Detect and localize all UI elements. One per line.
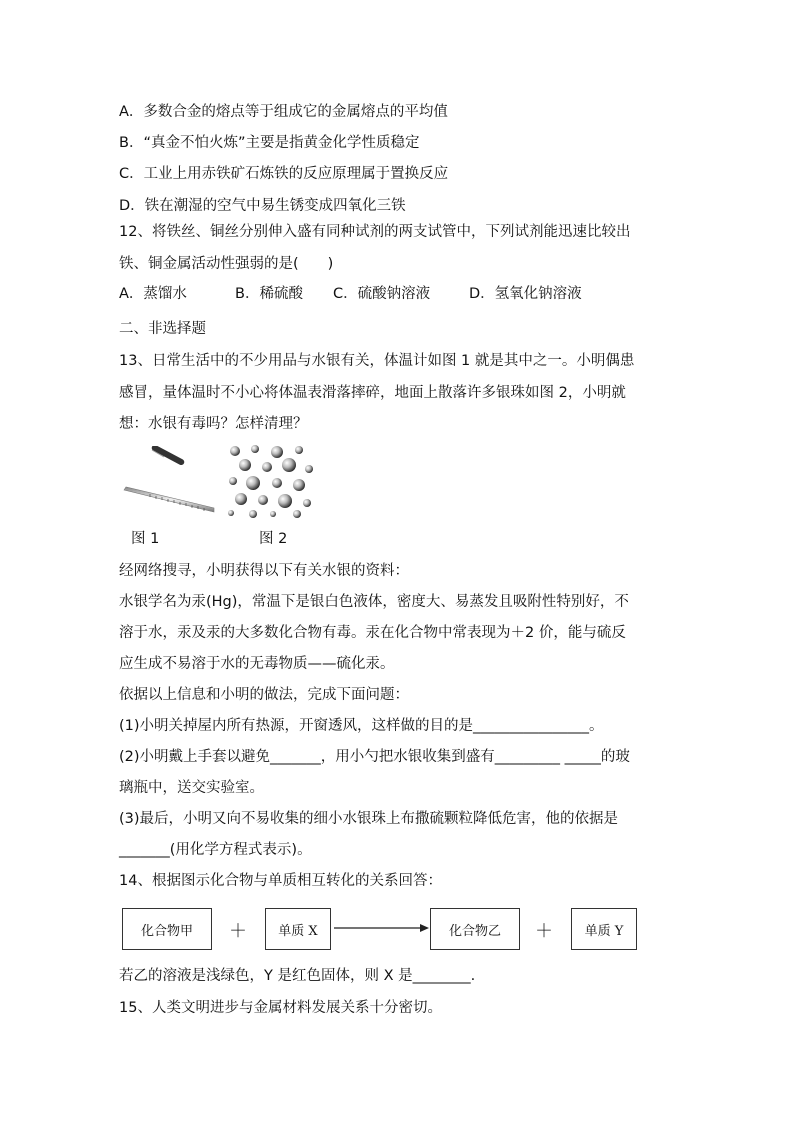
q12-option-b: B．稀硫酸 [235,286,303,302]
plus-sign-2: ＋ [535,921,553,942]
q13-stem-line2: 感冒，量体温时不小心将体温表滑落摔碎，地面上散落许多银珠如图 2，小明就 [119,385,626,401]
q13-info-line1: 水银学名为汞(Hg)，常温下是银白色液体，密度大、易蒸发且吸附性特别好，不 [119,594,629,610]
thermometer-figure [120,446,220,516]
q12-options [119,284,582,304]
compound-b-box: 化合物乙 [430,908,520,950]
q11-option-a: A．多数合金的熔点等于组成它的金属熔点的平均值 [119,104,448,120]
q13-task-intro: 依据以上信息和小明的做法，完成下面问题： [119,687,409,703]
element-x-box: 单质 X [265,908,331,950]
q12-option-a: A．蒸馏水 [119,286,187,302]
q11-option-b: B．“真金不怕火炼”主要是指黄金化学性质稳定 [119,135,420,151]
q11-option-d: D．铁在潮湿的空气中易生锈变成四氧化三铁 [119,198,406,214]
mercury-droplets-figure [225,443,315,519]
q13-info-line3: 应生成不易溶于水的无毒物质——硫化汞。 [119,656,395,672]
figure-1-caption: 图 1 [131,531,160,547]
q15-stem: 15、人类文明进步与金属材料发展关系十分密切。 [119,1000,442,1016]
q12-stem-line1: 12、将铁丝、铜丝分别伸入盛有同种试剂的两支试管中，下列试剂能迅速比较出 [119,224,631,240]
q13-part2-line1: (2)小明戴上手套以避免_______，用小勺把水银收集到盛有_________ _____的玻 [119,749,630,765]
section-title: 二、非选择题 [119,321,206,337]
figure-2-caption: 图 2 [259,531,288,547]
plus-sign-1: ＋ [229,921,247,942]
q13-stem-line1: 13、日常生活中的不少用品与水银有关，体温计如图 1 就是其中之一。小明偶患 [119,353,635,369]
q11-option-c: C．工业上用赤铁矿石炼铁的反应原理属于置换反应 [119,166,449,182]
compound-a-box: 化合物甲 [122,908,212,950]
element-y-box: 单质 Y [571,908,637,950]
q13-info-line2: 溶于水，汞及汞的大多数化合物有毒。汞在化合物中常表现为＋2 价，能与硫反 [119,625,626,641]
q12-option-d: D．氢氧化钠溶液 [469,286,582,302]
q13-info-intro: 经网络搜寻，小明获得以下有关水银的资料： [119,563,409,579]
q14-question: 若乙的溶液是浅绿色，Y 是红色固体，则 X 是________. [119,968,476,984]
q13-part1: (1)小明关掉屋内所有热源，开窗透风，这样做的目的是________________。 [119,718,604,734]
q13-part2-line2: 璃瓶中，送交实验室。 [119,780,264,796]
q13-part3-line2: _______(用化学方程式表示)。 [119,842,312,858]
reaction-arrow [332,920,430,936]
q14-stem: 14、根据图示化合物与单质相互转化的关系回答： [119,873,442,889]
q12-option-c: C．硫酸钠溶液 [333,286,431,302]
q12-stem-line2: 铁、铜金属活动性强弱的是( ) [119,256,334,272]
q13-part3-line1: (3)最后，小明又向不易收集的细小水银珠上布撒硫颗粒降低危害，他的依据是 [119,811,619,827]
q13-stem-line3: 想：水银有毒吗？怎样清理？ [119,416,308,432]
